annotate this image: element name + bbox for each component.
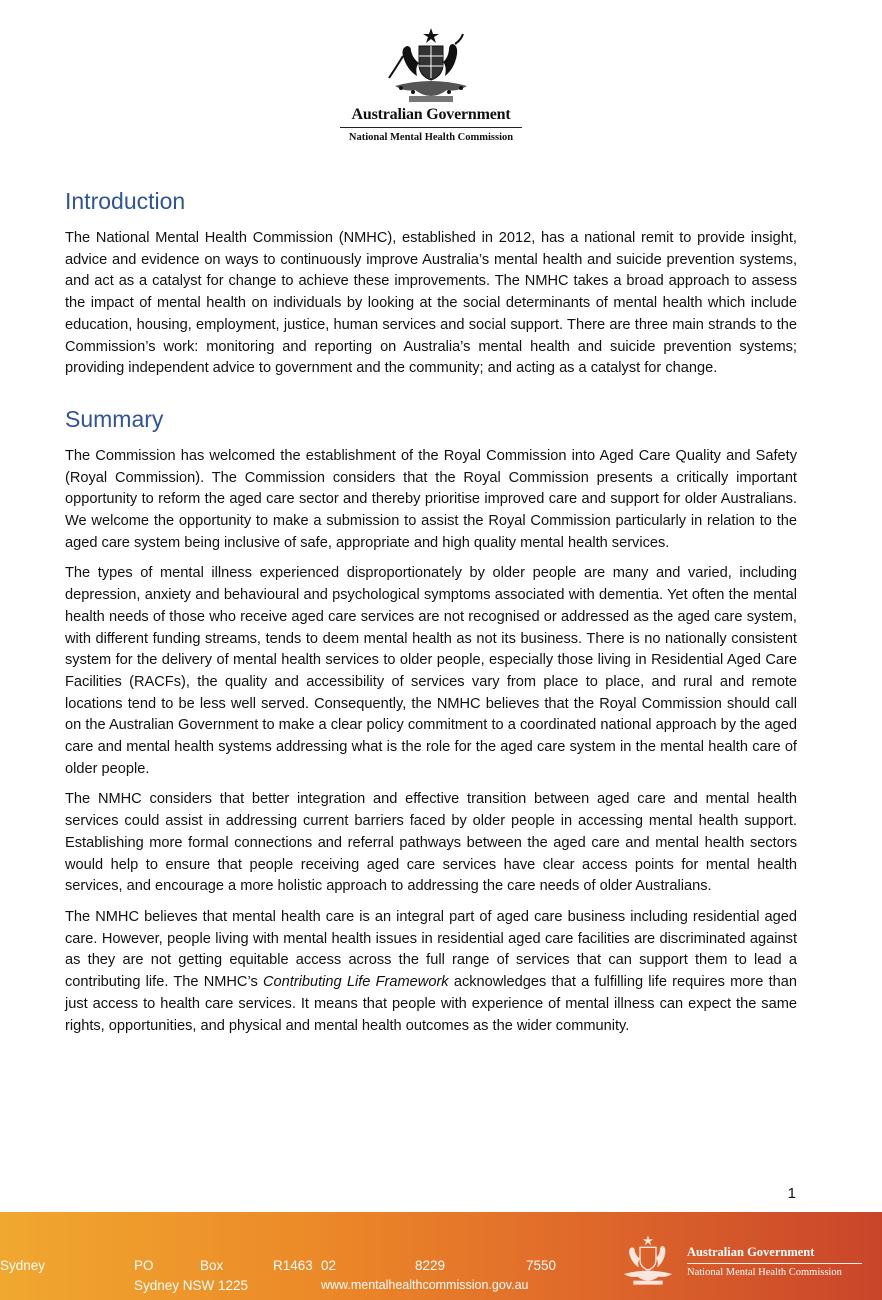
paragraph-text-start: The NMHC believes that mental health care is an integral part of aged care business including residential aged care. However, people living with mental health issues in residential aged care facilities are discriminated against as they are not getting equitable access across the full range of services that can support them to lead a contributing life. The NMHC’s [65,908,797,991]
summary-heading: Summary [65,405,164,432]
footer-phone-area: 02 [321,1258,337,1273]
summary-paragraph-4 [65,907,797,1037]
paragraph-text-end: acknowledges that a fulfilling life requires more than just access to health care services. It means that people with experience of mental illness can expect the same rights, opportunities, and physical and mental health outcomes as the wider community. [65,974,797,1034]
footer-bar [0,1212,882,1300]
summary-paragraph-1: The Commission has welcomed the establishment of the Royal Commission into Aged Care Quality and Safety (Royal Commission). The Commission considers that the Royal Commission presents a critically important opportunity to reform the aged care sector and thereby prioritise improved care and support for older Australians. We welcome the opportunity to make a submission to assist the Royal Commission particularly in relation to the aged care system being inclusive of safe, appropriate and high quality mental health services. [65,447,797,551]
footer-box-number: R1463 [273,1258,313,1273]
footer-agency-subtitle: National Mental Health Commission [687,1267,842,1278]
footer-logo-divider [687,1263,862,1264]
document-body [65,184,797,1046]
introduction-paragraph: The National Mental Health Commission (NMHC), established in 2012, has a national remit to provide insight, advice and evidence on ways to continuously improve Australia’s mental health and suicide prevention systems, and act as a catalyst for change to achieve these improvements. The NMHC takes a broad approach to assess the impact of mental health on individuals by looking at the social determinants of mental health which include education, housing, employment, justice, human services and social support. There are three main strands to the Commission’s work: monitoring and reporting on Australia’s mental health and suicide prevention systems; providing independent advice to government and the community; and acting as a catalyst for change. [65,230,797,377]
footer-city: Sydney [0,1258,46,1273]
agency-name: Australian Government [351,106,511,123]
agency-divider [340,127,522,128]
footer-agency-name: Australian Government [687,1245,815,1259]
footer-po: PO [134,1258,154,1273]
footer-phone-part-1: 8229 [415,1258,446,1273]
framework-title: Contributing Life Framework [262,974,449,991]
page-number: 1 [787,1185,796,1202]
introduction-heading: Introduction [65,188,186,214]
footer-phone-part-2: 7550 [526,1258,557,1273]
agency-subtitle: National Mental Health Commission [348,132,514,143]
footer-website-link[interactable]: www.mentalhealthcommission.gov.au [321,1278,529,1292]
footer-box: Box [200,1258,224,1273]
footer-suburb: Sydney NSW 1225 [134,1278,249,1293]
footer-logo [614,1234,870,1286]
footer-coat-of-arms-icon [614,1234,682,1286]
summary-paragraph-3: The NMHC considers that better integration and effective transition between aged care and mental health services could assist in addressing current barriers faced by older people in accessing mental health support. Establishing more formal connections and referral pathways between the aged care and mental health sectors would help to ensure that people receiving aged care services have clear access points for mental health services, and encourage a more holistic approach to addressing the care needs of older Australians. [65,791,797,895]
header-logo [336,26,526,143]
summary-paragraph-2: The types of mental illness experienced disproportionately by older people are many and varied, including depression, anxiety and behavioural and psychological symptoms associated with dementia. Yet often the mental health needs of those who receive aged care services are not recognised or addressed as the aged care system, with different funding streams, tends to deem mental health as not its business. There is no nationally consistent system for the delivery of mental health services to older people, especially those living in Residential Aged Care Facilities (RACFs), the quality and accessibility of services vary from place to place, and rural and remote locations tend to be less well served. Consequently, the NMHC believes that the Royal Commission should call on the Australian Government to make a clear policy commitment to a coordinated national approach by the aged care and mental health systems addressing what is the role for the aged care system in the mental health care of older people. [65,565,797,777]
coat-of-arms-icon [383,26,479,104]
